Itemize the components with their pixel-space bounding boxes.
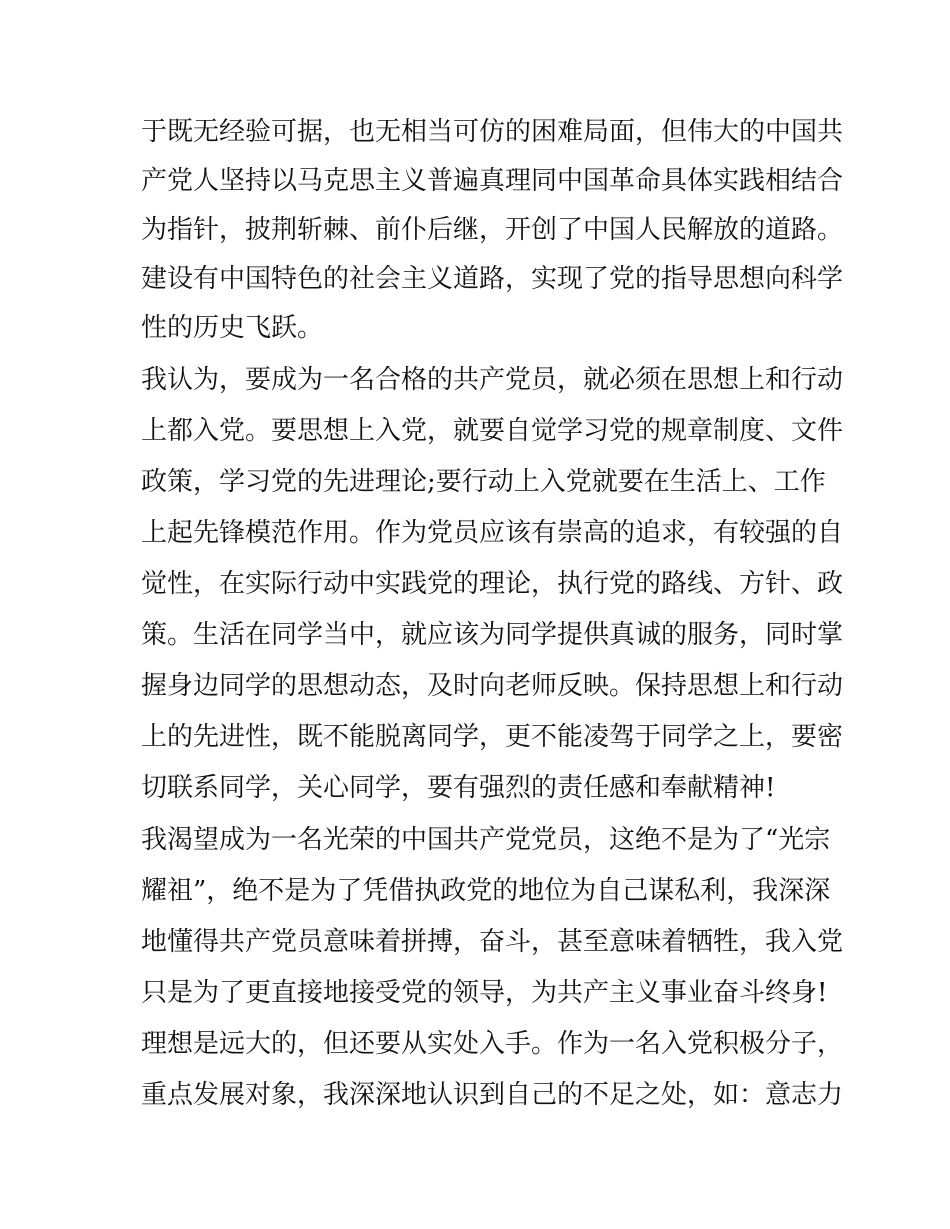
text-line: 上起先锋模范作用。作为党员应该有崇高的追求，有较强的自 xyxy=(141,518,844,548)
text-line: 上的先进性，既不能脱离同学，更不能凌驾于同学之上，要密 xyxy=(141,722,844,752)
text-line: 只是为了更直接地接受党的领导，为共产主义事业奋斗终身! xyxy=(141,978,828,1008)
text-line: 觉性，在实际行动中实践党的理论，执行党的路线、方针、政 xyxy=(141,569,844,599)
text-line: 地懂得共产党员意味着拼搏，奋斗，甚至意味着牺牲，我入党 xyxy=(141,927,844,957)
text-line: 上都入党。要思想上入党，就要自觉学习党的规章制度、文件 xyxy=(141,416,844,446)
text-line: 建设有中国特色的社会主义道路，实现了党的指导思想向科学 xyxy=(141,264,844,294)
text-line: 重点发展对象，我深深地认识到自己的不足之处，如：意志力 xyxy=(141,1080,844,1110)
text-line: 我渴望成为一名光荣的中国共产党党员，这绝不是为了“光宗 xyxy=(141,825,831,855)
text-line: 于既无经验可据，也无相当可仿的困难局面，但伟大的中国共 xyxy=(141,117,844,147)
text-line: 产党人坚持以马克思主义普遍真理同中国革命具体实践相结合 xyxy=(141,166,844,196)
text-line: 为指针，披荆斩棘、前仆后继，开创了中国人民解放的道路。 xyxy=(141,215,844,245)
text-line: 策。生活在同学当中，就应该为同学提供真诚的服务，同时掌 xyxy=(141,620,844,650)
text-line: 握身边同学的思想动态，及时向老师反映。保持思想上和行动 xyxy=(141,671,844,701)
text-line: 政策，学习党的先进理论;要行动上入党就要在生活上、工作 xyxy=(141,467,826,497)
text-line: 耀祖”，绝不是为了凭借执政党的地位为自己谋私利，我深深 xyxy=(141,876,831,906)
text-line: 性的历史飞跃。 xyxy=(141,313,324,343)
text-line: 理想是远大的，但还要从实处入手。作为一名入党积极分子， xyxy=(141,1029,844,1059)
text-line: 切联系同学，关心同学，要有强烈的责任感和奉献精神! xyxy=(141,773,776,803)
text-line: 我认为，要成为一名合格的共产党员，就必须在思想上和行动 xyxy=(141,365,844,395)
